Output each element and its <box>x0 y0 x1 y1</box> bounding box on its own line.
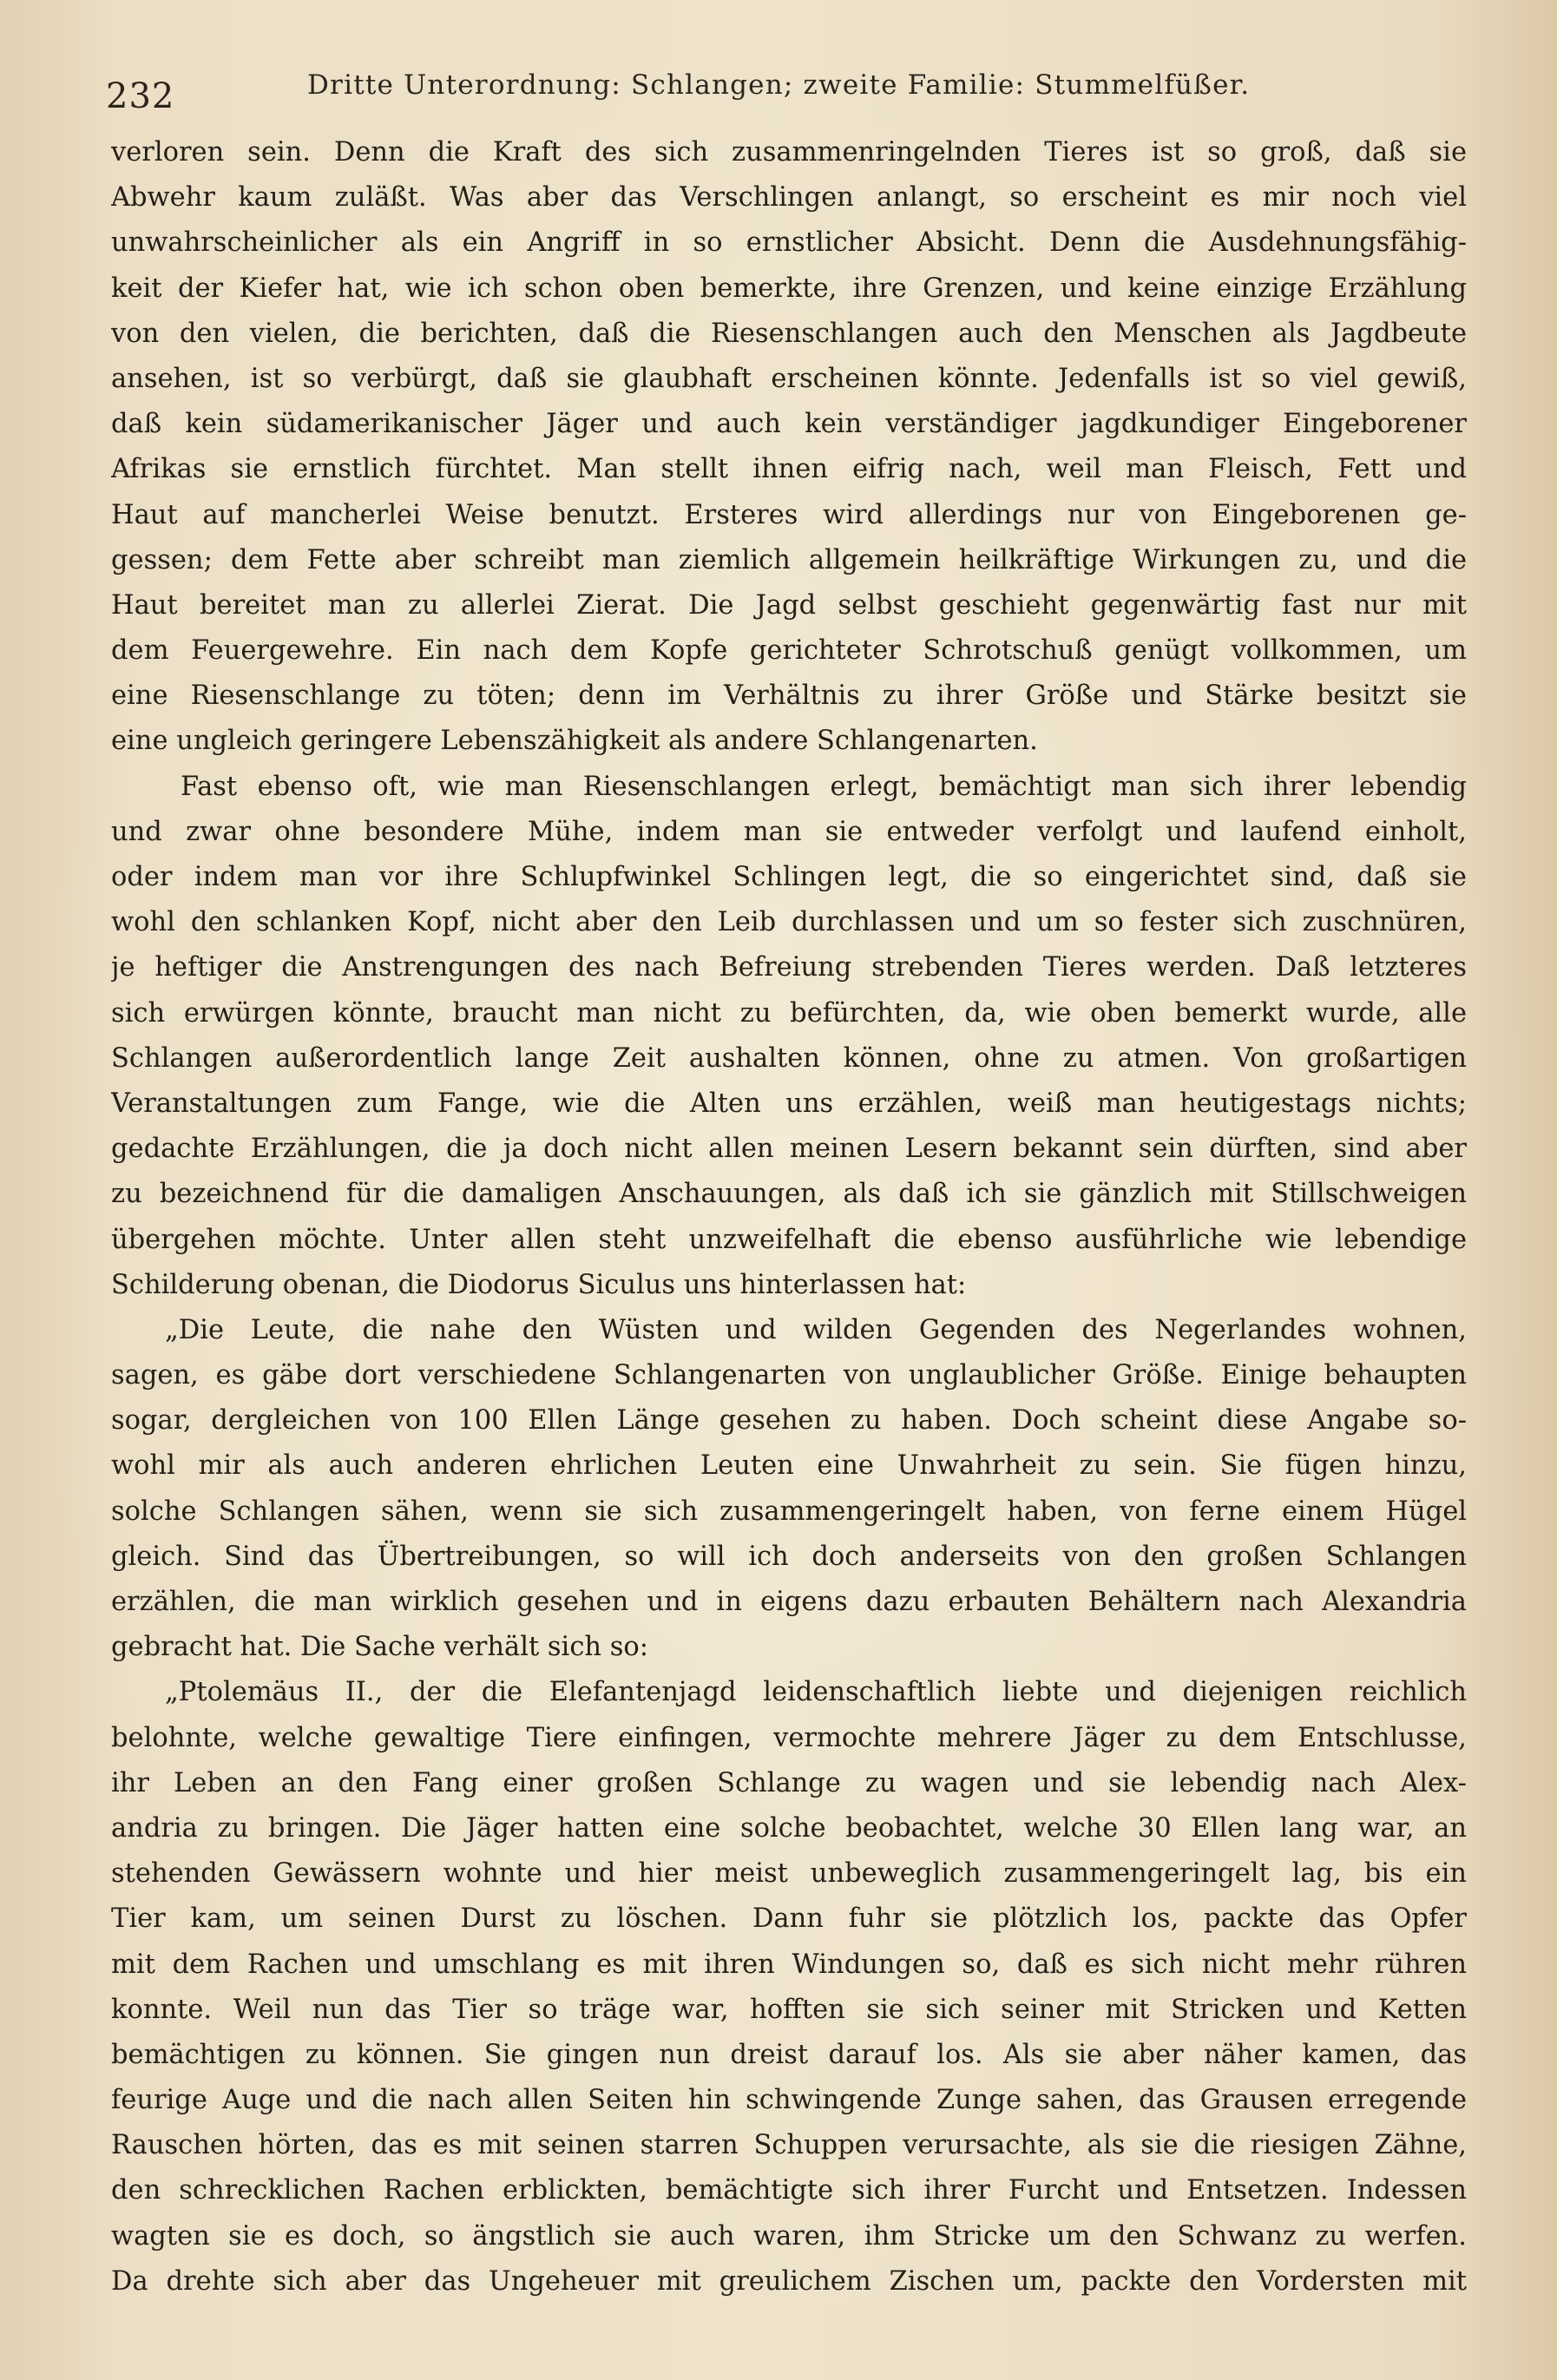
text-line: verloren sein. Denn die Kraft des sich zusammenringelnden Tieres ist so groß, daß sie <box>111 137 1467 168</box>
text-line: bemächtigen zu können. Sie gingen nun dreist darauf los. Als sie aber näher kamen, das <box>111 2039 1467 2070</box>
text-line: ansehen, ist so verbürgt, daß sie glaubhaft erscheinen könnte. Jedenfalls ist so viel gewiß, <box>111 363 1467 394</box>
text-line: übergehen möchte. Unter allen steht unzweifelhaft die ebenso ausführliche wie lebendige <box>111 1224 1467 1255</box>
text-line: Haut bereitet man zu allerlei Zierat. Die Jagd selbst geschieht gegenwärtig fast nur mit <box>111 589 1467 621</box>
text-line: gedachte Erzählungen, die ja doch nicht allen meinen Lesern bekannt sein dürften, sind aber <box>111 1134 1467 1165</box>
paragraph-end-line: Schilderung obenan, die Diodorus Siculus uns hinterlassen hat: <box>111 1269 967 1300</box>
body-text <box>111 130 1467 2304</box>
text-line: keit der Kiefer hat, wie ich schon oben bemerkte, ihre Grenzen, und keine einzige Erzählung <box>111 273 1467 304</box>
text-line: andria zu bringen. Die Jäger hatten eine solche beobachtet, welche 30 Ellen lang war, an <box>111 1812 1467 1844</box>
paragraph-start-line: Fast ebenso oft, wie man Riesenschlangen erlegt, bemächtigt man sich ihrer lebendig <box>181 771 1467 802</box>
text-line: gessen; dem Fette aber schreibt man ziemlich allgemein heilkräftige Wirkungen zu, und die <box>111 544 1467 575</box>
text-line: Haut auf mancherlei Weise benutzt. Ersteres wird allerdings nur von Eingeborenen ge- <box>111 499 1467 530</box>
text-line: sogar, dergleichen von 100 Ellen Länge gesehen zu haben. Doch scheint diese Angabe so- <box>111 1405 1467 1437</box>
text-line: Tier kam, um seinen Durst zu löschen. Dann fuhr sie plötzlich los, packte das Opfer <box>111 1903 1467 1935</box>
text-line: belohnte, welche gewaltige Tiere einfingen, vermochte mehrere Jäger zu dem Entschlusse, <box>111 1722 1467 1753</box>
text-line: den schrecklichen Rachen erblickten, bemächtigte sich ihrer Furcht und Entsetzen. Indessen <box>111 2175 1467 2206</box>
text-line: Da drehte sich aber das Ungeheuer mit greulichem Zischen um, packte den Vordersten mit <box>111 2265 1467 2297</box>
text-line: Afrikas sie ernstlich fürchtet. Man stellt ihnen eifrig nach, weil man Fleisch, Fett und <box>111 454 1467 485</box>
quote-start-line: „Ptolemäus II., der die Elefantenjagd leidenschaftlich liebte und diejenigen reichlich <box>165 1677 1467 1708</box>
text-line: und zwar ohne besondere Mühe, indem man sie entweder verfolgt und laufend einholt, <box>111 816 1467 847</box>
text-line: Rauschen hörten, das es mit seinen starren Schuppen verursachte, als sie die riesigen Zähne, <box>111 2130 1467 2161</box>
text-line: je heftiger die Anstrengungen des nach Befreiung strebenden Tieres werden. Daß letzteres <box>111 952 1467 983</box>
text-line: sagen, es gäbe dort verschiedene Schlangenarten von unglaublicher Größe. Einige behaupten <box>111 1360 1467 1391</box>
page-header <box>106 57 1460 118</box>
text-line: Schlangen außerordentlich lange Zeit aushalten können, ohne zu atmen. Von großartigen <box>111 1042 1467 1074</box>
text-line: dem Feuergewehre. Ein nach dem Kopfe gerichteter Schrotschuß genügt vollkommen, um <box>111 635 1467 667</box>
text-line: ihr Leben an den Fang einer großen Schlange zu wagen und sie lebendig nach Alex- <box>111 1767 1467 1798</box>
text-line: Abwehr kaum zuläßt. Was aber das Verschlingen anlangt, so erscheint es mir noch viel <box>111 182 1467 214</box>
text-line: oder indem man vor ihre Schlupfwinkel Schlingen legt, die so eingerichtet sind, daß sie <box>111 862 1467 892</box>
text-line: stehenden Gewässern wohnte und hier meist unbeweglich zusammengeringelt lag, bis ein <box>111 1858 1467 1890</box>
text-line: sich erwürgen könnte, braucht man nicht zu befürchten, da, wie oben bemerkt wurde, alle <box>111 997 1467 1029</box>
paragraph-end-line: eine ungleich geringere Lebenszähigkeit als andere Schlangenarten. <box>111 726 1038 757</box>
text-line: wohl den schlanken Kopf, nicht aber den Leib durchlassen und um so fester sich zuschnüren, <box>111 907 1467 938</box>
text-line: solche Schlangen sähen, wenn sie sich zusammengeringelt haben, von ferne einem Hügel <box>111 1496 1467 1527</box>
running-head: Dritte Unterordnung: Schlangen; zweite Familie: Stummelfüßer. <box>307 69 1251 101</box>
text-line: erzählen, die man wirklich gesehen und in eigens dazu erbauten Behältern nach Alexandria <box>111 1587 1467 1617</box>
text-line: daß kein südamerikanischer Jäger und auch kein verständiger jagdkundiger Eingeborener <box>111 409 1467 440</box>
text-line: zu bezeichnend für die damaligen Anschauungen, als daß ich sie gänzlich mit Stillschweigen <box>111 1179 1467 1210</box>
quote-start-line: „Die Leute, die nahe den Wüsten und wilden Gegenden des Negerlandes wohnen, <box>165 1314 1467 1345</box>
text-line: unwahrscheinlicher als ein Angriff in so ernstlicher Absicht. Denn die Ausdehnungsfähig- <box>111 227 1467 259</box>
text-line: mit dem Rachen und umschlang es mit ihren Windungen so, daß es sich nicht mehr rühren <box>111 1949 1467 1980</box>
text-line: gleich. Sind das Übertreibungen, so will ich doch anderseits von den großen Schlangen <box>111 1541 1467 1572</box>
paragraph-end-line: gebracht hat. Die Sache verhält sich so: <box>111 1632 649 1663</box>
page-number: 232 <box>106 76 175 116</box>
text-line: Veranstaltungen zum Fange, wie die Alten uns erzählen, weiß man heutigestags nichts; <box>111 1088 1467 1119</box>
text-line: konnte. Weil nun das Tier so träge war, hofften sie sich seiner mit Stricken und Ketten <box>111 1994 1467 2025</box>
text-line: wohl mir als auch anderen ehrlichen Leuten eine Unwahrheit zu sein. Sie fügen hinzu, <box>111 1450 1467 1482</box>
text-line: von den vielen, die berichten, daß die Riesenschlangen auch den Menschen als Jagdbeute <box>111 318 1467 349</box>
text-line: eine Riesenschlange zu töten; denn im Verhältnis zu ihrer Größe und Stärke besitzt sie <box>111 680 1467 712</box>
text-line: feurige Auge und die nach allen Seiten hin schwingende Zunge sahen, das Grausen erregende <box>111 2085 1467 2116</box>
text-line: wagten sie es doch, so ängstlich sie auch waren, ihm Stricke um den Schwanz zu werfen. <box>111 2220 1467 2252</box>
